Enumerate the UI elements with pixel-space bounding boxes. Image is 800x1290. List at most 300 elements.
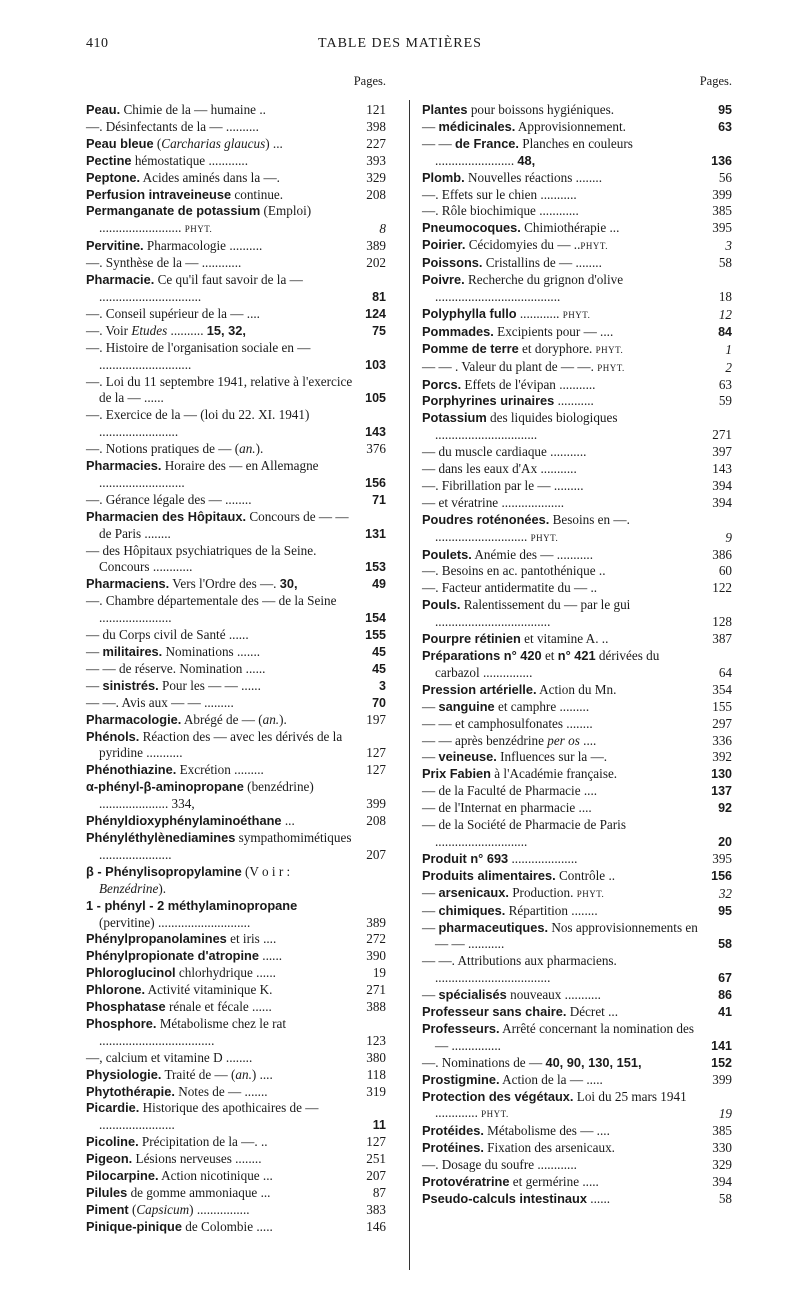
entry-fragment: —. Fibrillation par le — ......... bbox=[422, 477, 584, 493]
entry-page-number: 329 bbox=[366, 169, 386, 185]
entry-fragment: Loi du 25 mars 1941 ............. bbox=[435, 1088, 687, 1121]
entry-keyword: Plomb. bbox=[422, 169, 465, 185]
entry-fragment: ............ bbox=[516, 305, 563, 321]
index-entry bbox=[422, 410, 732, 444]
entry-fragment: Recherche du grignon d'olive ...................................... bbox=[435, 272, 624, 304]
entry-fragment: ) ... bbox=[265, 135, 283, 151]
entry-keyword: n° 421 bbox=[557, 648, 596, 663]
entry-keyword: Protéines. bbox=[422, 1140, 484, 1156]
entry-fragment: — — et camphosulfonates ........ bbox=[422, 715, 593, 731]
entry-page-number: 386 bbox=[712, 546, 732, 562]
index-entry bbox=[422, 170, 732, 187]
index-entry bbox=[422, 716, 732, 733]
entry-keyword: Produit n° 693 bbox=[422, 850, 509, 866]
section-abbrev: PHYT. bbox=[597, 362, 625, 373]
entry-fragment: — bbox=[422, 987, 439, 1003]
entry-fragment: — — de réserve. Nomination ...... bbox=[86, 660, 266, 676]
index-entry bbox=[86, 965, 386, 982]
index-entry bbox=[86, 627, 386, 644]
index-entry bbox=[86, 678, 386, 695]
entry-fragment: — et vératrine ................... bbox=[422, 494, 565, 510]
entry-text bbox=[422, 817, 704, 851]
entry-text bbox=[422, 119, 704, 136]
entry-fragment: et doryphore. bbox=[518, 340, 596, 356]
entry-fragment: — bbox=[422, 919, 439, 935]
entry-text bbox=[86, 779, 358, 813]
entry-fragment: Anémie des — ........... bbox=[471, 546, 594, 562]
index-entry bbox=[86, 762, 386, 779]
entry-page-number: 71 bbox=[372, 492, 386, 507]
entry-text bbox=[422, 410, 704, 444]
entry-keyword: Porphyrines urinaires bbox=[422, 393, 555, 409]
section-abbrev: PHYT. bbox=[530, 532, 559, 543]
entry-text bbox=[86, 627, 358, 644]
index-entry bbox=[86, 779, 386, 813]
entry-keyword: Peau bleue bbox=[86, 135, 154, 151]
entry-page-number: 390 bbox=[366, 948, 386, 964]
entry-fragment: Influences sur la —. bbox=[496, 749, 608, 765]
entry-text bbox=[422, 1174, 704, 1191]
entry-page-number: 67 bbox=[718, 971, 732, 986]
entry-text bbox=[422, 377, 704, 394]
entry-fragment: sympathomimétiques ...................... bbox=[99, 829, 352, 862]
column-divider bbox=[409, 100, 410, 1270]
entry-page-number: 49 bbox=[372, 577, 386, 592]
entry-fragment: —. Notions pratiques de — ( bbox=[86, 441, 240, 457]
entry-keyword: Produits alimentaires. bbox=[422, 867, 556, 883]
entry-fragment: Activité vitaminique K. bbox=[145, 982, 273, 998]
entry-text bbox=[86, 407, 358, 441]
index-entry bbox=[422, 1072, 732, 1089]
entry-keyword: Permanganate de potassium bbox=[86, 203, 261, 219]
entry-keyword: Poudres roténonées. bbox=[422, 511, 550, 527]
entry-page-number: 297 bbox=[712, 715, 732, 731]
index-entry bbox=[422, 1055, 732, 1072]
index-entry bbox=[86, 576, 386, 593]
entry-keyword: Professeurs. bbox=[422, 1020, 500, 1036]
index-entry bbox=[422, 733, 732, 750]
entry-page-number: 354 bbox=[712, 681, 732, 697]
entry-text bbox=[86, 830, 358, 864]
index-entry bbox=[422, 102, 732, 119]
entry-text bbox=[422, 324, 704, 341]
index-entry bbox=[86, 543, 386, 577]
entry-fragment: Notes de — ....... bbox=[174, 1083, 268, 1099]
index-entry bbox=[422, 512, 732, 547]
entry-fragment: Chimie de la — humaine .. bbox=[120, 102, 266, 117]
entry-keyword: Pharmacies. bbox=[86, 458, 162, 474]
entry-fragment: Traité de — ( bbox=[161, 1066, 236, 1082]
entry-page-number: 389 bbox=[366, 914, 386, 930]
entry-text bbox=[86, 729, 358, 763]
entry-fragment: Chimiothérapie ... bbox=[520, 220, 620, 236]
entry-page-number: 385 bbox=[712, 203, 732, 219]
entry-text bbox=[86, 762, 358, 779]
entry-fragment: —. Facteur antidermatite du — .. bbox=[422, 580, 598, 596]
entry-text bbox=[422, 648, 704, 682]
entry-text bbox=[86, 593, 358, 627]
entry-keyword: Phényléthylènediamines bbox=[86, 829, 236, 845]
index-entry bbox=[86, 898, 386, 932]
entry-text bbox=[86, 576, 358, 593]
entry-page-number: 58 bbox=[718, 937, 732, 952]
entry-keyword: 40, 90, 130, 151, bbox=[545, 1054, 642, 1070]
entry-keyword: Peau. bbox=[86, 102, 121, 117]
entry-text bbox=[86, 272, 358, 306]
entry-fragment: ........... bbox=[554, 393, 594, 409]
entry-text bbox=[86, 153, 358, 170]
entry-text bbox=[422, 547, 704, 564]
entry-keyword: Piment bbox=[86, 1201, 129, 1217]
index-entry bbox=[422, 1157, 732, 1174]
entry-page-number: 251 bbox=[366, 1151, 386, 1167]
index-entries-right bbox=[422, 102, 732, 1208]
entry-fragment: ). bbox=[255, 441, 264, 457]
entry-text bbox=[86, 170, 358, 187]
entry-fragment: an. bbox=[239, 441, 256, 457]
left-column bbox=[86, 74, 386, 1236]
index-entry bbox=[422, 749, 732, 766]
entry-fragment: — —. Attributions aux pharmaciens. ................................... bbox=[422, 953, 617, 986]
index-entry bbox=[86, 407, 386, 441]
entry-fragment: pour boissons hygiéniques. bbox=[467, 102, 615, 117]
entry-page-number: 271 bbox=[712, 427, 732, 443]
index-entry bbox=[86, 509, 386, 543]
entry-keyword: 30, bbox=[279, 576, 298, 592]
entry-keyword: Peptone. bbox=[86, 169, 141, 185]
entry-keyword: Polyphylla fullo bbox=[422, 305, 517, 321]
entry-keyword: Prostigmine. bbox=[422, 1071, 500, 1087]
entry-keyword: Poirier. bbox=[422, 237, 466, 253]
entry-page-number: 87 bbox=[372, 1185, 386, 1200]
entry-text bbox=[422, 170, 704, 187]
index-entry bbox=[86, 458, 386, 492]
entry-fragment: Benzédrine bbox=[99, 880, 159, 896]
index-entry bbox=[422, 203, 732, 220]
index-entry bbox=[422, 220, 732, 237]
entry-fragment: Métabolisme des — .... bbox=[483, 1123, 610, 1139]
entry-fragment: ...... bbox=[587, 1191, 611, 1206]
entry-fragment: (benzédrine) ..................... 334, bbox=[99, 779, 314, 812]
entry-fragment: Ralentissement du — par le gui ................................... bbox=[435, 597, 631, 630]
index-entry bbox=[422, 1089, 732, 1124]
entry-keyword: Poissons. bbox=[422, 255, 483, 271]
entry-fragment: et bbox=[541, 648, 558, 663]
entry-page-number: 330 bbox=[712, 1140, 732, 1156]
index-entry bbox=[422, 1174, 732, 1191]
entry-page-number: 141 bbox=[711, 1038, 732, 1053]
entry-fragment: Fixation des arsenicaux. bbox=[483, 1140, 615, 1156]
entry-fragment: — bbox=[86, 644, 103, 659]
entry-page-number: 388 bbox=[366, 999, 386, 1015]
index-entry bbox=[422, 885, 732, 903]
index-entry bbox=[86, 170, 386, 187]
entry-text bbox=[422, 903, 704, 920]
index-entry bbox=[86, 729, 386, 763]
index-entry bbox=[86, 1100, 386, 1134]
entry-text bbox=[422, 597, 704, 631]
entry-keyword: Phlorone. bbox=[86, 982, 146, 998]
entry-text bbox=[422, 1021, 704, 1055]
index-entry bbox=[86, 187, 386, 204]
index-entry bbox=[422, 580, 732, 597]
entry-page-number: 398 bbox=[366, 118, 386, 134]
entry-keyword: Pharmacien des Hôpitaux. bbox=[86, 508, 247, 524]
index-entry bbox=[422, 1191, 732, 1208]
entry-page-number: 156 bbox=[365, 475, 386, 490]
index-entry bbox=[86, 593, 386, 627]
entry-page-number: 20 bbox=[718, 834, 732, 849]
entry-page-number: 2 bbox=[725, 359, 732, 375]
entry-page-number: 155 bbox=[365, 628, 386, 643]
entry-page-number: 70 bbox=[372, 695, 386, 710]
index-entry bbox=[86, 119, 386, 136]
entry-fragment: — de l'Internat en pharmacie .... bbox=[422, 800, 592, 816]
entry-page-number: 207 bbox=[366, 1168, 386, 1184]
entry-fragment: —. Synthèse de la — ............ bbox=[86, 255, 242, 271]
entry-fragment: de gomme ammoniaque ... bbox=[127, 1185, 271, 1200]
entry-text bbox=[86, 255, 358, 272]
entry-page-number: 383 bbox=[366, 1201, 386, 1217]
entry-text bbox=[422, 478, 704, 495]
entry-page-number: 60 bbox=[718, 563, 732, 579]
index-entry bbox=[86, 492, 386, 509]
entry-page-number: 3 bbox=[725, 238, 732, 254]
entry-keyword: médicinales. bbox=[438, 118, 516, 134]
entry-text bbox=[422, 220, 704, 237]
entry-text bbox=[86, 374, 358, 408]
index-entry bbox=[422, 547, 732, 564]
index-entry bbox=[422, 324, 732, 341]
entry-keyword: Picardie. bbox=[86, 1100, 140, 1116]
entry-fragment: — du Corps civil de Santé ...... bbox=[86, 627, 249, 643]
entry-fragment: Effets de l'évipan ........... bbox=[461, 376, 596, 392]
entry-page-number: 86 bbox=[718, 988, 732, 1003]
entry-fragment: — — bbox=[422, 135, 455, 151]
entry-keyword: Pression artérielle. bbox=[422, 681, 537, 697]
index-entry bbox=[86, 1219, 386, 1236]
entry-keyword: Pharmacologie. bbox=[86, 711, 182, 727]
entry-keyword: Phénols. bbox=[86, 728, 140, 744]
entry-keyword: Physiologie. bbox=[86, 1066, 162, 1082]
entry-page-number: 156 bbox=[711, 868, 732, 883]
entry-text bbox=[86, 1202, 358, 1219]
entry-page-number: 45 bbox=[372, 645, 386, 659]
entry-fragment: — dans les eaux d'Ax ........... bbox=[422, 461, 577, 477]
index-entry bbox=[86, 340, 386, 374]
entry-page-number: 395 bbox=[712, 220, 732, 236]
pages-column-heading-left: Pages. bbox=[353, 74, 386, 88]
entry-keyword: spécialisés bbox=[438, 987, 507, 1003]
entry-fragment: — bbox=[422, 118, 439, 134]
entry-text bbox=[422, 851, 704, 868]
entry-fragment: — bbox=[422, 698, 439, 714]
entry-keyword: Phénylpropionate d'atropine bbox=[86, 948, 259, 964]
entry-text bbox=[422, 987, 704, 1004]
entry-fragment: —. Gérance légale des — ........ bbox=[86, 491, 252, 507]
entry-text bbox=[86, 898, 358, 932]
index-entry bbox=[86, 644, 386, 661]
index-entry bbox=[86, 1067, 386, 1084]
index-entry bbox=[86, 102, 386, 119]
entry-text bbox=[86, 982, 358, 999]
entry-keyword: Potassium bbox=[422, 410, 487, 426]
index-entry bbox=[86, 1050, 386, 1067]
entry-fragment: Etudes bbox=[131, 322, 168, 338]
entry-page-number: 58 bbox=[718, 255, 732, 271]
entry-fragment: et camphre ......... bbox=[494, 698, 590, 714]
entry-fragment: nouveaux ........... bbox=[506, 987, 601, 1003]
entry-keyword: Prix Fabien bbox=[422, 766, 491, 782]
entry-text bbox=[422, 187, 704, 204]
entry-keyword: 15, 32, bbox=[206, 322, 246, 338]
entry-text bbox=[422, 699, 704, 716]
entry-keyword: Poulets. bbox=[422, 546, 472, 562]
index-entry bbox=[86, 153, 386, 170]
entry-fragment: Métabolisme chez le rat ................................... bbox=[99, 1015, 287, 1048]
entry-text bbox=[422, 1157, 704, 1174]
index-entry bbox=[422, 766, 732, 783]
entry-fragment: —. Désinfectants de la — .......... bbox=[86, 118, 259, 134]
entry-fragment: —. Exercice de la — (loi du 22. XI. 1941) ........................ bbox=[86, 407, 310, 440]
entry-fragment: des liquides biologiques ............................... bbox=[435, 410, 618, 443]
index-entry bbox=[86, 323, 386, 340]
entry-fragment: —. Effets sur le chien ........... bbox=[422, 186, 577, 202]
entry-page-number: 272 bbox=[366, 931, 386, 947]
entry-fragment: — de la Société de Pharmacie de Paris ............................ bbox=[422, 817, 626, 849]
entry-text bbox=[422, 580, 704, 597]
entry-text bbox=[422, 783, 704, 800]
entry-text bbox=[86, 306, 358, 323]
entry-keyword: Pomme de terre bbox=[422, 340, 519, 356]
entry-page-number: 127 bbox=[366, 745, 386, 761]
entry-fragment: — — après benzédrine bbox=[422, 732, 548, 748]
entry-fragment: ... bbox=[281, 813, 295, 829]
entry-keyword: arsenicaux. bbox=[438, 884, 509, 900]
entry-fragment: Abrégé de — ( bbox=[181, 711, 263, 727]
entry-text bbox=[86, 441, 358, 458]
entry-page-number: 127 bbox=[366, 1134, 386, 1150]
index-entry bbox=[86, 1016, 386, 1050]
entry-fragment: Action du Mn. bbox=[536, 681, 617, 697]
index-entry bbox=[86, 203, 386, 238]
entry-text bbox=[422, 102, 704, 119]
index-entry bbox=[422, 187, 732, 204]
index-entry bbox=[86, 306, 386, 323]
entry-page-number: 124 bbox=[365, 306, 386, 321]
index-entry bbox=[422, 272, 732, 306]
entry-fragment: Approvisionnement. bbox=[515, 118, 626, 134]
entry-fragment: Réaction des — avec les dérivés de la pyridine ........... bbox=[99, 728, 343, 761]
entry-text bbox=[422, 682, 704, 699]
entry-text bbox=[422, 341, 704, 359]
entry-fragment: — du muscle cardiaque ........... bbox=[422, 444, 587, 460]
entry-fragment: —. Voir bbox=[86, 322, 132, 338]
entry-text bbox=[422, 136, 704, 170]
index-entry bbox=[422, 868, 732, 885]
index-entry bbox=[86, 813, 386, 830]
entry-text bbox=[422, 716, 704, 733]
entry-keyword: Pigeon. bbox=[86, 1151, 133, 1167]
entry-fragment: ...... bbox=[258, 948, 283, 964]
entry-text bbox=[422, 272, 704, 306]
entry-text bbox=[86, 661, 358, 678]
index-entry bbox=[422, 461, 732, 478]
index-entry bbox=[86, 1151, 386, 1168]
entry-fragment: Action de la — ..... bbox=[499, 1071, 603, 1087]
entry-text bbox=[86, 712, 358, 729]
entry-fragment: (V o i r : bbox=[241, 863, 291, 879]
entry-page-number: 58 bbox=[718, 1191, 732, 1206]
entry-keyword: Protovératrine bbox=[422, 1174, 510, 1190]
index-entry bbox=[422, 306, 732, 324]
index-entry bbox=[422, 1021, 732, 1055]
entry-text bbox=[86, 864, 358, 898]
section-abbrev: PHYT. bbox=[562, 309, 591, 320]
page-title: TABLE DES MATIÈRES bbox=[318, 36, 482, 51]
entry-text bbox=[86, 1134, 358, 1151]
entry-page-number: 128 bbox=[712, 614, 732, 630]
entry-keyword: Phénothiazine. bbox=[86, 762, 177, 778]
entry-text bbox=[86, 1050, 358, 1067]
entry-page-number: 146 bbox=[366, 1218, 386, 1234]
entry-page-number: 399 bbox=[712, 186, 732, 202]
entry-page-number: 95 bbox=[718, 903, 732, 918]
entry-text bbox=[422, 1072, 704, 1089]
entry-page-number: 84 bbox=[718, 324, 732, 339]
section-abbrev: PHYT. bbox=[576, 888, 605, 899]
entry-text bbox=[422, 1191, 704, 1208]
entry-page-number: 271 bbox=[366, 982, 386, 998]
index-entry bbox=[422, 1123, 732, 1140]
entry-page-number: 397 bbox=[712, 444, 732, 460]
entry-text bbox=[86, 119, 358, 136]
entry-text bbox=[86, 965, 358, 982]
entry-fragment: Horaire des — en Allemagne .......................... bbox=[99, 458, 319, 490]
entry-page-number: 329 bbox=[712, 1157, 732, 1173]
entry-fragment: ). bbox=[279, 711, 287, 727]
entry-text bbox=[422, 1089, 704, 1124]
entry-fragment: .................... bbox=[508, 850, 578, 866]
entry-page-number: 32 bbox=[718, 885, 732, 901]
entry-fragment: ( bbox=[128, 1201, 137, 1217]
entry-keyword: 1 - phényl - 2 méthylaminopropane bbox=[86, 897, 298, 913]
entry-fragment: —. Chambre départementale des — de la Seine ...................... bbox=[86, 593, 337, 626]
entry-keyword: Pourpre rétinien bbox=[422, 631, 521, 647]
index-entry bbox=[86, 712, 386, 729]
entry-fragment: dérivées du carbazol ............... bbox=[435, 648, 660, 680]
entry-page-number: 395 bbox=[712, 850, 732, 866]
section-abbrev: PHYT. bbox=[481, 1109, 509, 1120]
entry-keyword: β - Phénylisopropylamine bbox=[86, 863, 242, 879]
entry-fragment: Concours de — — de Paris ........ bbox=[99, 508, 349, 541]
entry-page-number: 92 bbox=[718, 801, 732, 816]
entry-text bbox=[422, 868, 704, 885]
entry-text bbox=[422, 1140, 704, 1157]
entry-text bbox=[86, 678, 358, 695]
entry-page-number: 380 bbox=[366, 1049, 386, 1065]
entry-keyword: Pinique-pinique bbox=[86, 1218, 182, 1234]
entry-text bbox=[422, 563, 704, 580]
index-entry bbox=[422, 136, 732, 170]
entry-text bbox=[86, 323, 358, 340]
entry-keyword: Pharmacie. bbox=[86, 272, 155, 288]
entry-page-number: 19 bbox=[372, 965, 386, 981]
entry-page-number: 9 bbox=[725, 529, 732, 545]
index-entry bbox=[422, 817, 732, 851]
entry-fragment: Décret ... bbox=[566, 1004, 619, 1020]
entry-page-number: 208 bbox=[366, 813, 386, 829]
